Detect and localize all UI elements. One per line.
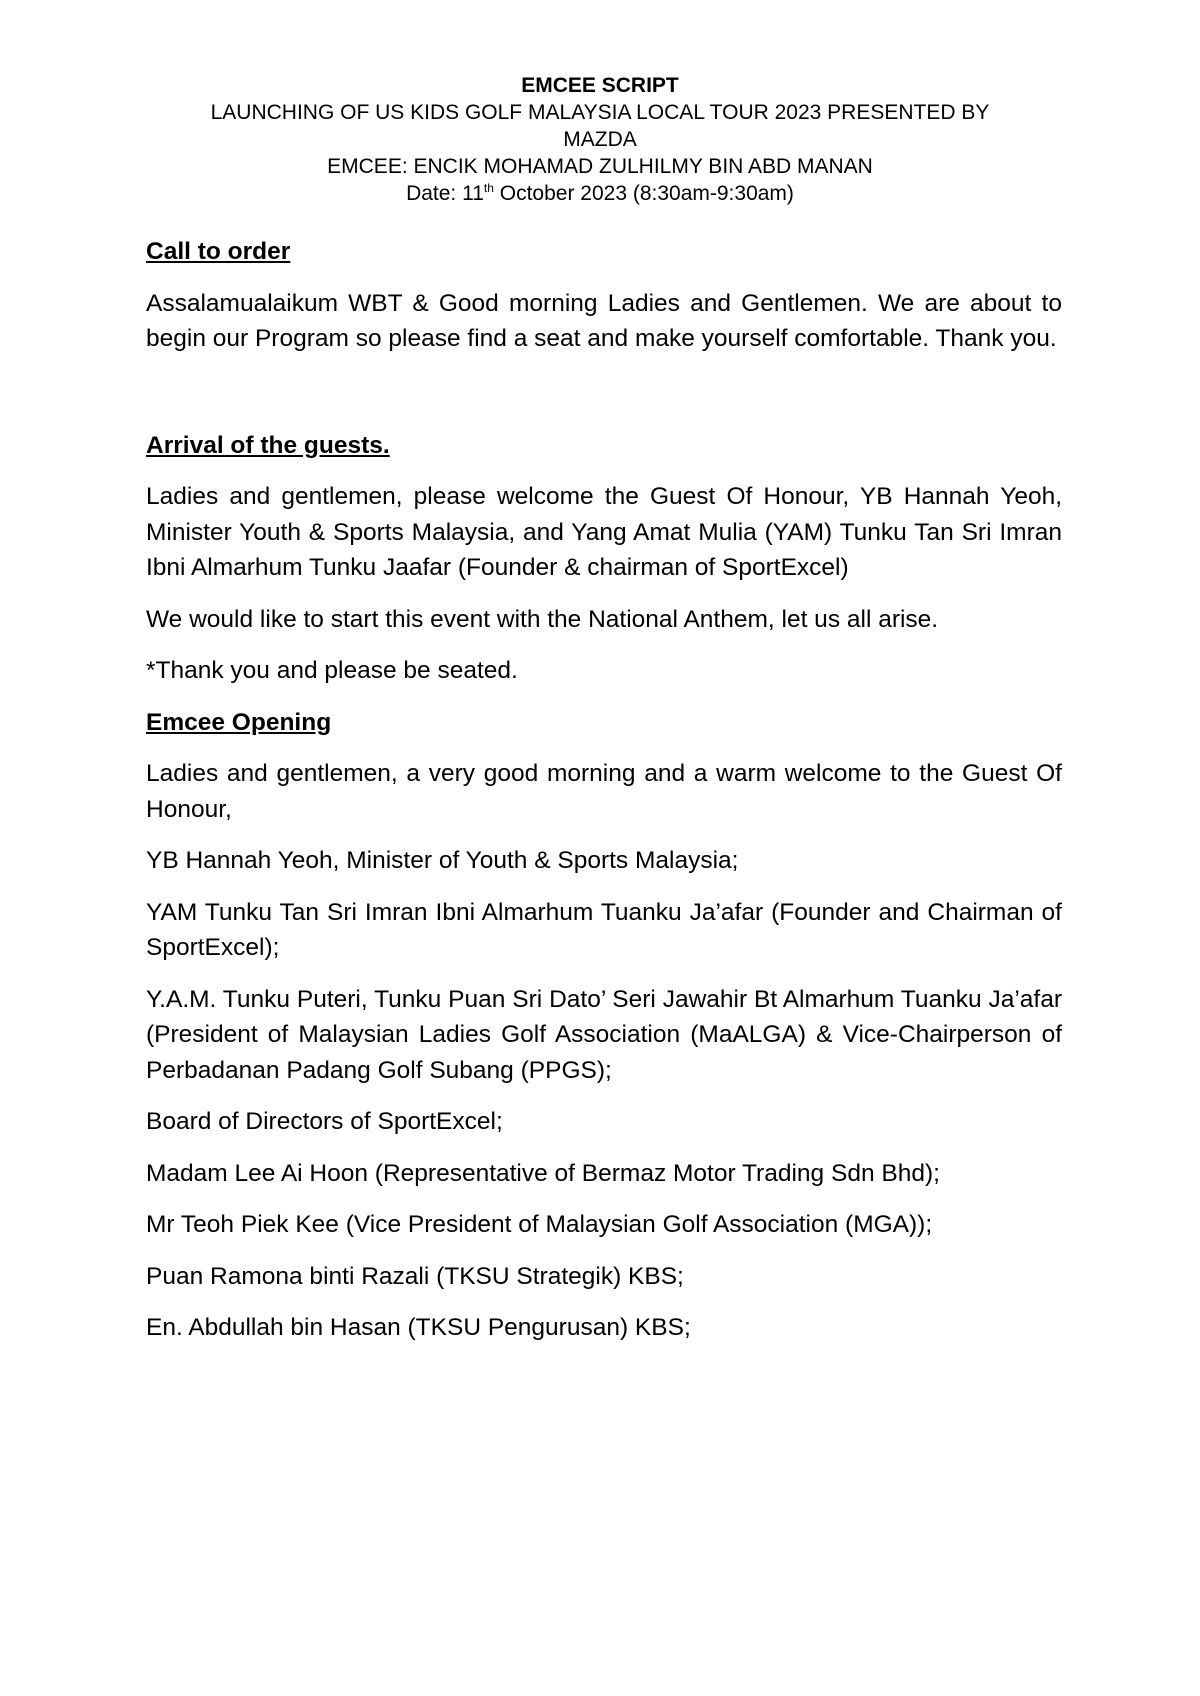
emcee-name: EMCEE: ENCIK MOHAMAD ZULHILMY BIN ABD MANAN xyxy=(327,155,873,178)
opening-guest-hannah-yeoh: YB Hannah Yeoh, Minister of Youth & Sports Malaysia; xyxy=(146,847,739,874)
event-title-line-2: MAZDA xyxy=(563,128,637,151)
event-date-prefix: Date: 11 xyxy=(406,182,484,205)
opening-guest-tunku-imran: YAM Tunku Tan Sri Imran Ibni Almarhum Tuanku Ja’afar (Founder and Chairman of SportExcel); xyxy=(146,898,1062,961)
section-heading-arrival: Arrival of the guests. xyxy=(146,431,390,459)
arrival-paragraph-seated: *Thank you and please be seated. xyxy=(146,657,518,684)
opening-paragraph-welcome: Ladies and gentlemen, a very good morning and a warm welcome to the Guest Of Honour, xyxy=(146,760,1062,823)
arrival-paragraph-anthem: We would like to start this event with the National Anthem, let us all arise. xyxy=(146,605,939,633)
opening-guest-tunku-puteri: Y.A.M. Tunku Puteri, Tunku Puan Sri Dato’ Seri Jawahir Bt Almarhum Tuanku Ja’afar (President of Malaysian Ladies Golf Association (MaALGA) & Vice-Chairperson of Perbadanan Padang Golf Subang (PPGS); xyxy=(146,985,1062,1084)
section-spacer xyxy=(146,373,1062,428)
call-to-order-paragraph: Assalamualaikum WBT & Good morning Ladies and Gentlemen. We are about to begin our Program so please find a seat and make yourself comfortable. Thank you. xyxy=(146,289,1062,352)
opening-guest-abdullah: En. Abdullah bin Hasan (TKSU Pengurusan) KBS; xyxy=(146,1314,691,1341)
section-heading-call-to-order: Call to order xyxy=(146,238,291,265)
event-date-suffix: October 2023 (8:30am-9:30am) xyxy=(493,182,794,205)
event-title-line-1: LAUNCHING OF US KIDS GOLF MALAYSIA LOCAL TOUR 2023 PRESENTED BY xyxy=(210,101,990,124)
document-title: EMCEE SCRIPT xyxy=(521,74,679,97)
section-heading-emcee-opening: Emcee Opening xyxy=(146,708,332,736)
arrival-paragraph-welcome: Ladies and gentlemen, please welcome the Guest Of Honour, YB Hannah Yeoh, Minister Youth & Sports Malaysia, and Yang Amat Mulia (YAM) Tunku Tan Sri Imran Ibni Almarhum Tunku Jaafar (Founder & chairman of SportExcel) xyxy=(146,483,1062,581)
document-body xyxy=(146,234,1062,1362)
opening-guest-teoh-piek-kee: Mr Teoh Piek Kee (Vice President of Malaysian Golf Association (MGA)); xyxy=(146,1211,933,1238)
document-header xyxy=(130,72,1070,207)
event-date xyxy=(130,180,1070,207)
opening-guest-ramona: Puan Ramona binti Razali (TKSU Strategik) KBS; xyxy=(146,1262,684,1290)
opening-guest-lee-ai-hoon: Madam Lee Ai Hoon (Representative of Bermaz Motor Trading Sdn Bhd); xyxy=(146,1159,940,1187)
opening-guest-board: Board of Directors of SportExcel; xyxy=(146,1108,503,1135)
event-date-ordinal: th xyxy=(483,181,494,195)
